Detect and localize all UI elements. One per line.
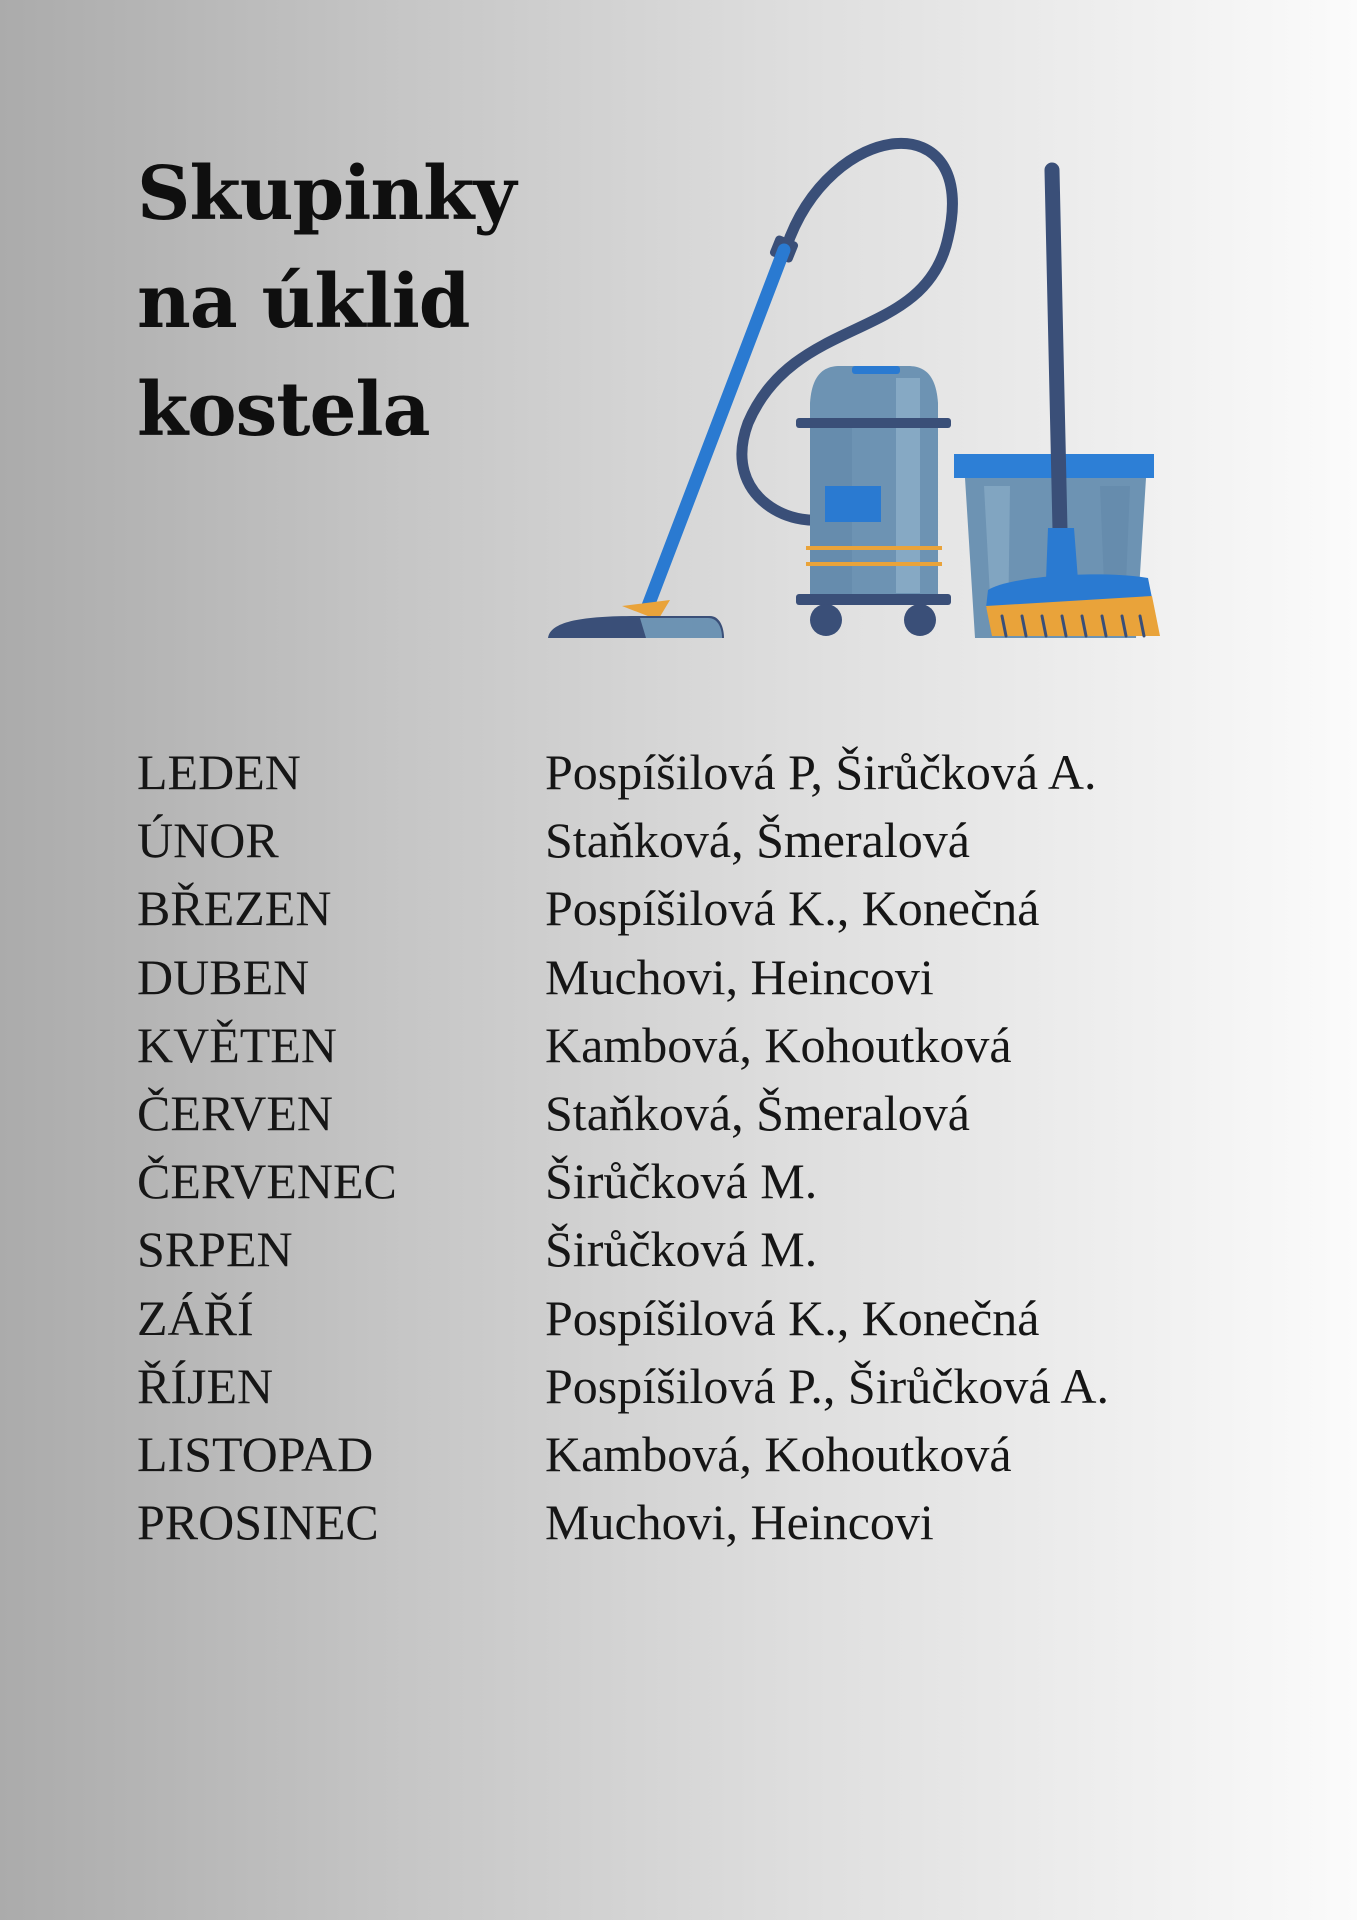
group-names: Staňková, Šmeralová [545, 812, 970, 869]
month-label: BŘEZEN [137, 880, 332, 937]
group-names: Pospíšilová P., Širůčková A. [545, 1357, 1109, 1414]
group-names: Muchovi, Heincovi [545, 1494, 934, 1551]
schedule-row [137, 738, 1257, 806]
month-label: ÚNOR [137, 812, 279, 869]
schedule-row [137, 1488, 1257, 1556]
month-label: KVĚTEN [137, 1016, 337, 1073]
month-label: DUBEN [137, 948, 310, 1005]
schedule-row [137, 1147, 1257, 1215]
title-line-2: na úklid [137, 259, 470, 345]
schedule-row [137, 1284, 1257, 1352]
cleaning-schedule [137, 738, 1257, 1556]
page-title [137, 140, 515, 464]
group-names: Širůčková M. [545, 1153, 818, 1210]
mop-bucket-icon [954, 170, 1160, 638]
month-label: ČERVEN [137, 1085, 333, 1142]
group-names: Širůčková M. [545, 1221, 818, 1278]
group-names: Pospíšilová K., Konečná [545, 1289, 1040, 1346]
month-label: LEDEN [137, 744, 301, 801]
schedule-row [137, 943, 1257, 1011]
cleaning-illustration [540, 128, 1230, 648]
month-label: PROSINEC [137, 1494, 379, 1551]
month-label: ŘÍJEN [137, 1357, 274, 1414]
vacuum-cleaner-icon [548, 143, 952, 638]
group-names: Pospíšilová P, Širůčková A. [545, 744, 1097, 801]
schedule-row [137, 1420, 1257, 1488]
month-label: SRPEN [137, 1221, 293, 1278]
month-label: LISTOPAD [137, 1425, 374, 1482]
title-line-3: kostela [137, 367, 430, 453]
group-names: Staňková, Šmeralová [545, 1085, 970, 1142]
schedule-row [137, 1011, 1257, 1079]
schedule-row [137, 1079, 1257, 1147]
schedule-row [137, 1215, 1257, 1283]
month-label: ČERVENEC [137, 1153, 397, 1210]
month-label: ZÁŘÍ [137, 1289, 254, 1346]
group-names: Kambová, Kohoutková [545, 1016, 1012, 1073]
title-line-1: Skupinky [137, 151, 516, 237]
schedule-row [137, 874, 1257, 942]
group-names: Kambová, Kohoutková [545, 1425, 1012, 1482]
group-names: Pospíšilová K., Konečná [545, 880, 1040, 937]
schedule-row [137, 1352, 1257, 1420]
group-names: Muchovi, Heincovi [545, 948, 934, 1005]
schedule-row [137, 806, 1257, 874]
